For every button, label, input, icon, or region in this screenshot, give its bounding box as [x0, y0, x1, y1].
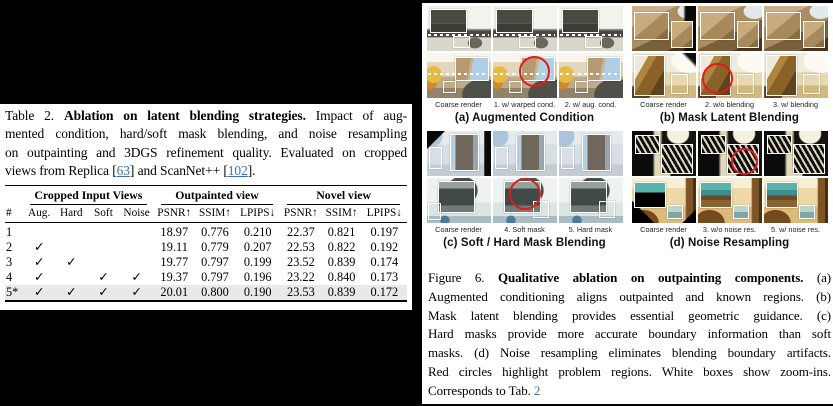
thumbnail-labels	[425, 100, 624, 109]
column-header: PSNR↑	[154, 205, 195, 223]
thumbnail-grid	[628, 131, 831, 223]
zoom-in-box	[496, 9, 533, 34]
zoom-in-box	[561, 147, 574, 169]
thumbnail-image	[764, 131, 828, 176]
thumbnail-label: 5. Hard mask	[568, 225, 613, 234]
table-row	[5, 240, 407, 255]
thumbnail-image	[559, 178, 623, 223]
column-header: #	[5, 205, 23, 223]
thumbnail-grid	[425, 6, 624, 98]
caption-text: (a)	[803, 270, 831, 285]
problem-region-circle	[731, 148, 758, 175]
thumbnail-image	[632, 6, 696, 51]
thumbnail-label: 5. w/ noise res.	[770, 225, 821, 234]
column-header: LPIPS↓	[362, 205, 407, 223]
caption-text: Impact of aug-	[305, 108, 407, 123]
thumbnail-image	[698, 178, 762, 223]
zoom-in-box	[634, 12, 669, 40]
thumbnail-image	[764, 6, 828, 51]
problem-region-circle	[509, 178, 541, 210]
zoom-in-box	[519, 36, 536, 49]
zoom-in-box	[766, 12, 801, 40]
caption-line	[428, 288, 831, 307]
metric-cell: 0.839	[327, 255, 356, 270]
metric-cell: 0.173	[370, 270, 399, 285]
row-id-cell: 1	[6, 225, 13, 240]
metric-cell: 22.37	[287, 225, 315, 240]
thumbnail-image	[493, 131, 557, 176]
caption-line	[428, 344, 831, 363]
metric-cell: 0.840	[327, 270, 356, 285]
metric-cell: 0.822	[327, 240, 356, 255]
caption-line	[428, 382, 831, 401]
figure-panel-b	[628, 6, 831, 124]
citation-link[interactable]: 2	[533, 382, 541, 398]
check-cell	[87, 285, 119, 301]
caption-text: Hard masks provide more accurate boundary information than soft	[428, 326, 831, 342]
panel-caption: (d) Noise Resampling	[669, 237, 790, 249]
dotted-line-marker	[494, 34, 554, 36]
zoom-in-box	[634, 55, 665, 96]
column-header: Soft	[87, 205, 119, 223]
thumbnail-image	[427, 131, 491, 176]
thumbnail-label: Coarse render	[640, 100, 687, 109]
zoom-in-box	[443, 81, 456, 93]
thumbnail-image	[559, 131, 623, 176]
check-cell	[120, 240, 154, 255]
citation-link[interactable]: 63	[116, 162, 130, 178]
zoom-in-box	[634, 182, 666, 208]
metric-cell: 20.01	[160, 285, 189, 300]
figure-panel-d	[628, 131, 831, 249]
metric-cell: 0.207	[243, 240, 272, 255]
check-icon: ✓	[33, 270, 45, 285]
column-group-header: Outpainted view	[154, 186, 281, 206]
thumbnail-labels	[425, 225, 624, 234]
thumbnail-label: 2. w/ aug. cond.	[564, 100, 617, 109]
caption-text: Table 2.	[5, 108, 64, 123]
thumbnail-label: 4. Soft mask	[504, 225, 545, 234]
metric-cell: 0.839	[327, 285, 356, 300]
zoom-in-box	[766, 55, 797, 96]
metric-cell: 0.821	[327, 225, 356, 240]
caption-line	[428, 307, 831, 326]
zoom-in-box	[582, 134, 611, 172]
caption-text: Qualitative ablation on outpainting components.	[498, 270, 804, 285]
metric-cell: 0.779	[201, 240, 229, 255]
caption-line	[428, 325, 831, 344]
zoom-in-box	[733, 205, 748, 219]
check-icon: ✓	[66, 285, 77, 300]
dotted-line-marker	[428, 34, 488, 36]
figure-panel-c	[425, 131, 624, 249]
check-cell	[55, 270, 87, 285]
zoom-in-box	[575, 81, 588, 93]
caption-text: masks. (d) Noise resampling eliminates blending boundary artifacts.	[428, 345, 831, 361]
metric-cell: 0.197	[370, 225, 399, 240]
check-cell	[120, 223, 154, 241]
check-cell	[55, 223, 87, 241]
metric-cell: 23.53	[287, 285, 315, 300]
zoom-in-box	[428, 203, 441, 220]
check-cell	[55, 240, 87, 255]
thumbnail-label: 3. w/ blending	[772, 100, 819, 109]
zoom-in-box	[562, 9, 599, 34]
thumbnail-grid	[425, 131, 624, 223]
check-icon: ✓	[131, 270, 142, 285]
caption-text: Red circles highlight problem regions. White boxes show zoom-ins.	[428, 363, 831, 379]
thumbnail-label: Coarse render	[640, 225, 687, 234]
caption-text: ] and ScanNet++ [	[129, 162, 228, 178]
check-cell	[23, 223, 55, 241]
check-cell	[87, 223, 119, 241]
zoom-in-box	[799, 205, 814, 219]
metric-cell: 23.52	[287, 255, 315, 270]
zoom-in-box	[767, 135, 791, 155]
table-row	[5, 285, 407, 301]
thumbnail-image	[427, 6, 491, 51]
caption-text: views from Replica [	[5, 162, 117, 178]
thumbnail-image	[632, 131, 696, 176]
panel-caption: (b) Mask Latent Blending	[659, 112, 800, 124]
metric-cell: 19.77	[160, 255, 189, 270]
panel-caption: (a) Augmented Condition	[454, 112, 595, 124]
thumbnail-image	[764, 178, 828, 223]
metric-cell: 22.53	[287, 240, 315, 255]
caption-line	[428, 363, 831, 382]
thumbnail-image	[764, 53, 828, 98]
metric-cell: 19.11	[160, 240, 188, 255]
table-body	[5, 223, 407, 302]
check-icon: ✓	[33, 240, 45, 255]
column-group-header: Cropped Input Views	[23, 186, 154, 206]
check-cell	[55, 255, 87, 270]
column-header: Hard	[55, 205, 87, 223]
metric-cell: 0.190	[243, 285, 272, 300]
metric-cell: 0.797	[201, 270, 229, 285]
caption-text: Ablation on latent blending strategies.	[63, 108, 306, 123]
thumbnail-label: Coarse render	[435, 225, 482, 234]
thumbnail-image	[559, 53, 623, 98]
column-group-header: Novel view	[280, 186, 407, 206]
dotted-line-marker	[560, 73, 620, 75]
caption-line	[428, 269, 831, 288]
thumbnail-image	[493, 6, 557, 51]
caption-text: Corresponds to Tab.	[428, 382, 534, 398]
thumbnail-labels	[628, 100, 831, 109]
column-header: Aug.	[23, 205, 55, 223]
citation-link[interactable]: 102	[227, 162, 248, 178]
zoom-in-box	[766, 182, 798, 208]
check-cell	[120, 255, 154, 270]
metric-cell: 0.199	[243, 255, 272, 270]
zoom-in-box	[455, 57, 489, 82]
metric-cell: 19.37	[160, 270, 189, 285]
caption-text: Figure 6.	[428, 270, 499, 285]
zoom-in-box	[737, 74, 754, 95]
thumbnail-label: 2. w/o blending	[704, 100, 755, 109]
thumbnail-image	[698, 131, 762, 176]
check-icon: ✓	[33, 255, 45, 270]
thumbnail-image	[493, 53, 557, 98]
zoom-in-box	[803, 21, 825, 48]
caption-line	[5, 144, 407, 162]
zoom-in-box	[737, 21, 759, 48]
column-header: SSIM↑	[195, 205, 235, 223]
caption-text: on outpainting and 3DGS refinement quality. Evaluated on cropped	[5, 144, 407, 160]
zoom-in-box	[509, 81, 522, 93]
table-row	[5, 255, 407, 270]
metric-cell: 0.172	[370, 285, 399, 300]
zoom-in-box	[438, 181, 475, 213]
metric-cell: 18.97	[160, 225, 189, 240]
problem-region-circle	[519, 56, 550, 87]
caption-text: Mask latent blending provides essential geometric guidance. (c)	[428, 307, 831, 323]
zoom-in-box	[585, 36, 602, 49]
zoom-in-box	[587, 57, 621, 82]
check-cell	[55, 285, 87, 301]
figure-panel-grid	[425, 6, 831, 249]
metric-cell: 0.210	[243, 225, 272, 240]
zoom-in-box	[453, 36, 470, 49]
column-header: LPIPS↓	[235, 205, 280, 223]
metric-cell: 0.196	[243, 270, 272, 285]
zoom-in-box	[700, 182, 732, 208]
zoom-in-box	[803, 74, 820, 95]
column-group-header	[5, 186, 23, 206]
zoom-in-box	[495, 147, 508, 169]
check-cell	[87, 240, 119, 255]
table-row	[5, 270, 407, 285]
table-caption	[5, 107, 407, 180]
thumbnail-grid	[628, 6, 831, 98]
zoom-in-box	[671, 21, 693, 48]
zoom-in-box	[793, 144, 825, 175]
check-cell	[23, 270, 55, 285]
thumbnail-image	[493, 178, 557, 223]
caption-text: ].	[247, 162, 256, 178]
thumbnail-image	[427, 178, 491, 223]
caption-line	[5, 162, 407, 180]
row-id-cell: 5*	[6, 285, 19, 300]
zoom-in-box	[429, 147, 442, 169]
caption-line	[5, 125, 407, 143]
check-cell	[87, 255, 119, 270]
thumbnail-label: 3. w/o noise res.	[702, 225, 757, 234]
zoom-in-box	[667, 205, 682, 219]
metric-cell: 0.800	[201, 285, 229, 300]
thumbnail-image	[427, 53, 491, 98]
thumbnail-image	[698, 6, 762, 51]
thumbnail-labels	[628, 225, 831, 234]
zoom-in-box	[450, 134, 479, 172]
check-icon: ✓	[98, 285, 109, 300]
check-icon: ✓	[66, 255, 77, 270]
thumbnail-image	[632, 178, 696, 223]
row-id-cell: 3	[6, 255, 13, 270]
column-header: PSNR↑	[280, 205, 321, 223]
dotted-line-marker	[560, 34, 620, 36]
figure-panel-a	[425, 6, 624, 124]
zoom-in-box	[599, 201, 614, 217]
thumbnail-image	[698, 53, 762, 98]
thumbnail-image	[559, 6, 623, 51]
check-icon: ✓	[98, 270, 109, 285]
zoom-in-box	[430, 9, 467, 34]
thumbnail-label: 1. w/ warped cond.	[493, 100, 556, 109]
zoom-in-box	[671, 74, 688, 95]
caption-text: mented condition, hard/soft mask blending, and noise resampling	[5, 126, 407, 142]
check-cell	[23, 255, 55, 270]
caption-line	[5, 107, 407, 125]
zoom-in-box	[700, 12, 735, 40]
column-header: SSIM↑	[321, 205, 361, 223]
zoom-in-box	[516, 134, 545, 172]
metric-cell: 23.22	[287, 270, 315, 285]
problem-region-circle	[702, 63, 733, 94]
table-section	[0, 104, 412, 310]
row-id-cell: 4	[6, 270, 13, 285]
metric-cell: 0.192	[370, 240, 399, 255]
figure-caption	[428, 269, 831, 401]
check-cell	[87, 270, 119, 285]
ablation-table	[5, 185, 407, 302]
column-header: Noise	[120, 205, 154, 223]
table-row	[5, 223, 407, 241]
check-cell	[23, 285, 55, 301]
check-cell	[120, 285, 154, 301]
caption-text: Augmented conditioning aligns outpainted and known regions. (b)	[428, 288, 831, 304]
metric-cell: 0.797	[201, 255, 229, 270]
metric-cell: 0.776	[201, 225, 229, 240]
metric-cell: 0.174	[370, 255, 399, 270]
check-icon: ✓	[131, 285, 142, 300]
table-header	[5, 186, 407, 223]
figure-section	[422, 3, 833, 404]
row-id-cell: 2	[6, 240, 13, 255]
thumbnail-label: Coarse render	[435, 100, 482, 109]
check-cell	[120, 270, 154, 285]
zoom-in-box	[661, 144, 693, 175]
panel-caption: (c) Soft / Hard Mask Blending	[443, 237, 606, 249]
zoom-in-box	[701, 135, 725, 155]
check-icon: ✓	[33, 285, 45, 300]
zoom-in-box	[635, 135, 659, 155]
thumbnail-image	[632, 53, 696, 98]
check-cell	[23, 240, 55, 255]
dotted-line-marker	[428, 73, 488, 75]
